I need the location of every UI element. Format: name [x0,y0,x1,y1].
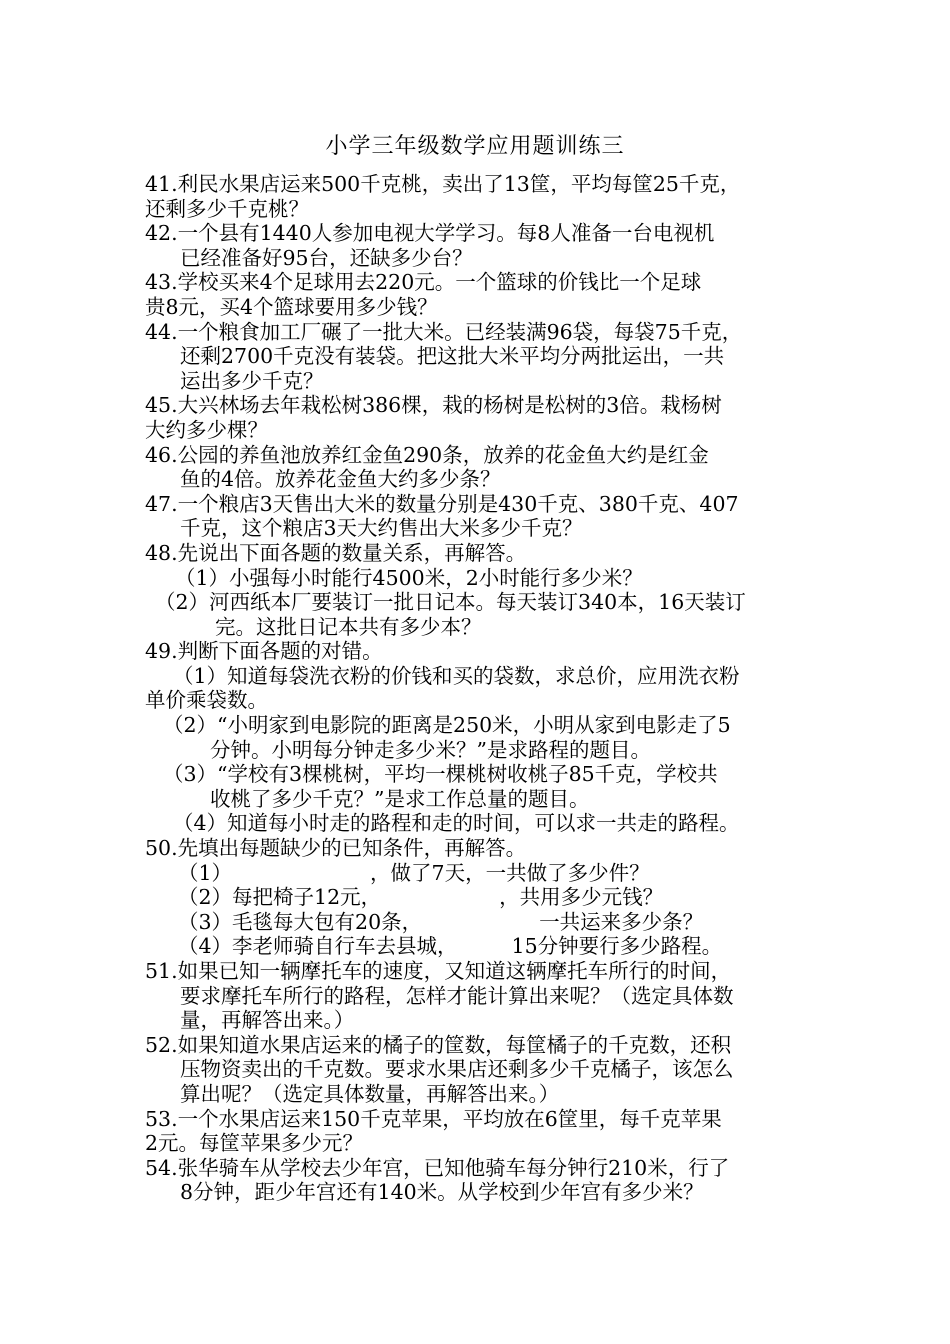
problem-45-line-2: 大约多少棵？ [145,417,268,442]
problem-53-line-1: 53.一个水果店运来150千克苹果，平均放在6筐里，每千克苹果 [145,1106,722,1131]
problem-47-line-1: 47.一个粮店3天售出大米的数量分别是430千克、380千克、407 [145,491,739,516]
problem-48-heading: 48.先说出下面各题的数量关系，再解答。 [145,540,527,565]
problem-44-line-1: 44.一个粮食加工厂碾了一批大米。已经装满96袋，每袋75千克， [145,319,743,344]
problem-46-line-2: 鱼的4倍。放养花金鱼大约多少条？ [180,467,501,492]
problem-50-item-4 [145,934,820,959]
problem-45-line-1: 45.大兴林场去年栽松树386棵，栽的杨树是松树的3倍。栽杨树 [145,393,722,418]
problem-50-item-1 [145,861,820,886]
problem-50-heading: 50.先填出每题缺少的已知条件，再解答。 [145,836,527,861]
fill-in-prefix: （1） [178,860,233,885]
fill-in-prefix: （2）每把椅子12元， [178,885,382,910]
problem-53-line-2: 2元。每筐苹果多少元？ [145,1131,364,1156]
problem-47-line-2: 千克，这个粮店3天大约售出大米多少千克？ [180,516,583,541]
problem-44-line-2: 还剩2700千克没有装袋。把这批大米平均分两批运出，一共 [180,344,725,369]
fill-in-suffix: ，做了7天，一共做了多少件？ [370,860,650,885]
problem-51-line-1: 51.如果已知一辆摩托车的速度，又知道这辆摩托车所行的时间， [145,959,732,983]
fill-in-suffix: ，共用多少元钱？ [499,885,664,910]
problem-42-line-2: 已经准备好95台，还缺多少台？ [180,245,473,270]
problem-49-item-2-line-2: 分钟。小明每分钟走多少米？”是求路程的题目。 [210,737,651,762]
problem-41-line-1: 41.利民水果店运来500千克桃，卖出了13筐，平均每筐25千克， [145,172,741,196]
problem-48-item-2-line-1: （2）河西纸本厂要装订一批日记本。每天装订340本，16天装订 [155,590,746,615]
problem-46-line-1: 46.公园的养鱼池放养红金鱼290条，放养的花金鱼大约是红金 [145,442,709,467]
problem-43-line-1: 43.学校买来4个足球用去220元。一个篮球的价钱比一个足球 [145,270,702,295]
fill-in-suffix: 15分钟要行多少路程。 [511,934,723,959]
problem-49-item-1-line-1: （1）知道每袋洗衣粉的价钱和买的袋数，求总价，应用洗衣粉 [173,663,740,688]
problem-42-line-1: 42.一个县有1440人参加电视大学学习。每8人准备一台电视机 [145,221,715,246]
problem-49-item-4: （4）知道每小时走的路程和走的时间，可以求一共走的路程。 [173,811,740,836]
problem-54-line-2: 8分钟，距少年宫还有140米。从学校到少年宫有多少米？ [180,1180,704,1205]
problem-49-item-3-line-2: 收桃了多少千克？”是求工作总量的题目。 [210,786,590,811]
fill-in-prefix: （4）李老师骑自行车去县城， [178,934,458,959]
fill-in-suffix: 一共运来多少条？ [539,909,704,934]
problem-49-item-1-line-2: 单价乘袋数。 [145,688,268,713]
problem-51-line-2: 要求摩托车所行的路程，怎样才能计算出来呢？（选定具体数 [180,983,734,1008]
problem-54-line-1: 54.张华骑车从学校去少年宫，已知他骑车每分钟行210米，行了 [145,1155,730,1180]
problem-50-item-2 [145,885,820,910]
problem-50-item-3 [145,910,820,935]
problem-52-line-3: 算出呢？（选定具体数量，再解答出来。） [180,1081,560,1106]
problem-48-item-2-line-2: 完。这批日记本共有多少本？ [215,614,482,639]
problem-list [145,172,820,1205]
problem-51-line-3: 量，再解答出来。） [180,1008,355,1033]
document-title: 小学三年级数学应用题训练三 [325,134,625,159]
problem-52-line-2: 压物资卖出的千克数。要求水果店还剩多少千克橘子，该怎么 [180,1057,734,1082]
fill-in-prefix: （3）毛毯每大包有20条， [178,909,423,934]
problem-52-line-1: 52.如果知道水果店运来的橘子的筐数，每筐橘子的千克数，还积 [145,1032,732,1057]
problem-43-line-2: 贵8元，买4个篮球要用多少钱？ [145,294,438,319]
problem-49-heading: 49.判断下面各题的对错。 [145,639,383,664]
problem-49-item-2-line-1: （2）“小明家到电影院的距离是250米，小明从家到电影走了5 [163,713,731,738]
problem-41-line-2: 还剩多少千克桃？ [145,196,309,221]
problem-44-line-3: 运出多少千克？ [180,368,324,393]
problem-48-item-1: （1）小强每小时能行4500米，2小时能行多少米？ [175,565,643,590]
problem-49-item-3-line-1: （3）“学校有3棵桃树，平均一棵桃树收桃子85千克，学校共 [163,762,718,787]
